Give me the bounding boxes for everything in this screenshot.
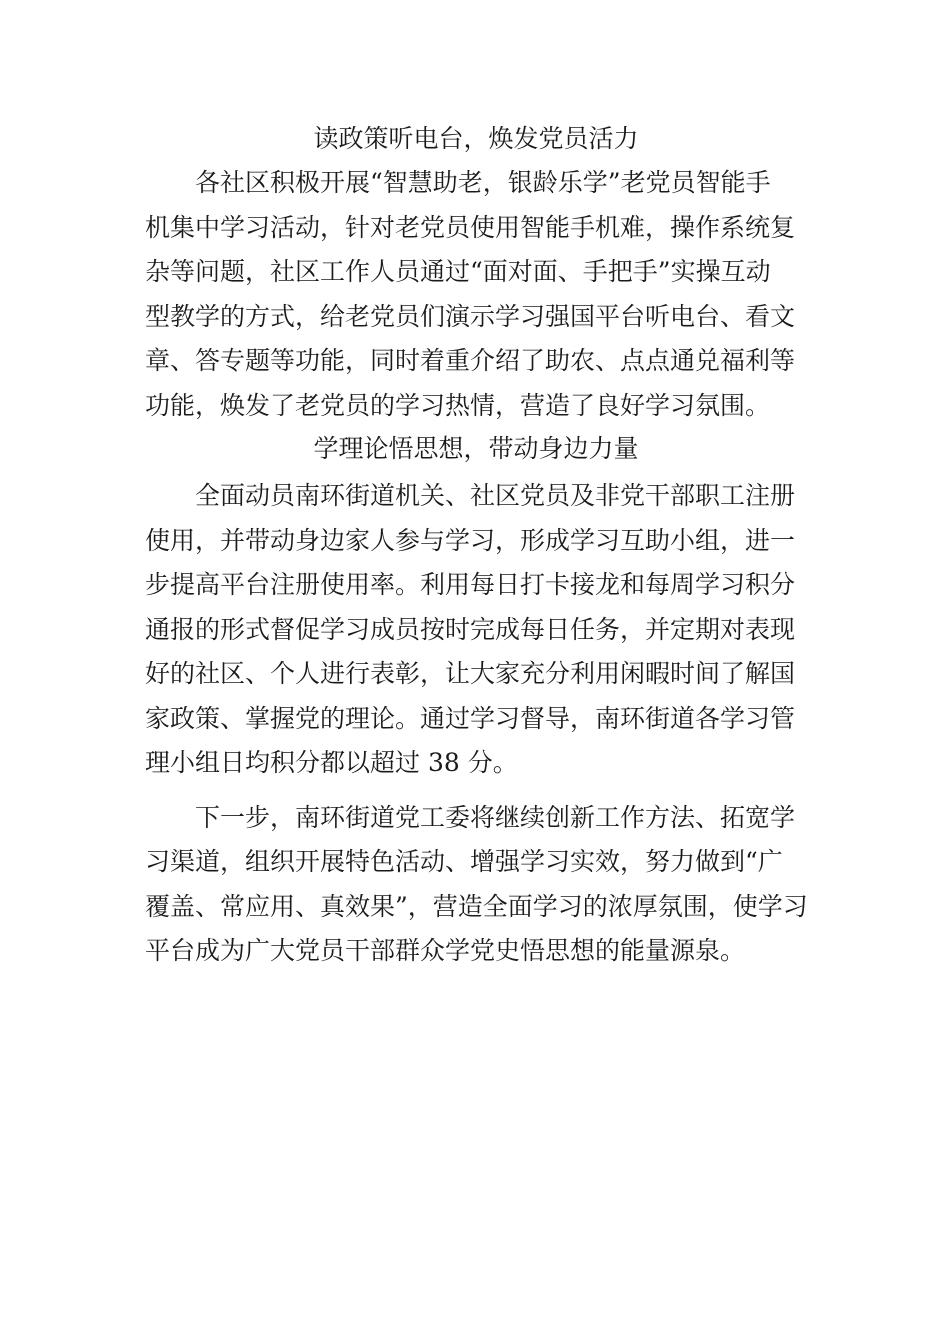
paragraph-line: 使用，并带动身边家人参与学习，形成学习互助小组，进一 <box>145 525 796 555</box>
paragraph-line: 平台成为广大党员干部群众学党史悟思想的能量源泉。 <box>145 936 746 965</box>
section-heading-2: 学理论悟思想，带动身边力量 <box>313 434 639 463</box>
paragraph-line: 下一步，南环街道党工委将继续创新工作方法、拓宽学 <box>195 802 796 832</box>
document-body <box>145 120 807 974</box>
section-heading-1: 读政策听电台，焕发党员活力 <box>313 124 639 153</box>
paragraph-line: 杂等问题，社区工作人员通过“面对面、手把手”实操互动 <box>145 257 771 286</box>
paragraph-line: 通报的形式督促学习成员按时完成每日任务，并定期对表现 <box>145 614 796 644</box>
paragraph-line: 功能，焕发了老党员的学习热情，营造了良好学习氛围。 <box>145 390 771 420</box>
paragraph-line: 步提高平台注册使用率。利用每日打卡接龙和每周学习积分 <box>145 570 796 599</box>
paragraph-line: 习渠道，组织开展特色活动、增强学习实效，努力做到“广 <box>145 847 783 876</box>
paragraph-line: 理小组日均积分都以超过 38 分。 <box>145 748 518 777</box>
paragraph-line: 型教学的方式，给老党员们演示学习强国平台听电台、看文 <box>145 301 796 331</box>
paragraph-line: 覆盖、常应用、真效果”，营造全面学习的浓厚氛围，使学习 <box>145 891 808 921</box>
paragraph-line: 好的社区、个人进行表彰，让大家充分利用闲暇时间了解国 <box>145 659 796 688</box>
paragraph-1 <box>145 161 807 428</box>
paragraph-2 <box>145 474 807 786</box>
paragraph-line: 家政策、掌握党的理论。通过学习督导，南环街道各学习管 <box>145 703 796 733</box>
paragraph-line: 章、答专题等功能，同时着重介绍了助农、点点通兑福利等 <box>145 346 796 375</box>
paragraph-line: 全面动员南环街道机关、社区党员及非党干部职工注册 <box>195 481 796 510</box>
paragraph-line: 机集中学习活动，针对老党员使用智能手机难，操作系统复 <box>145 212 796 242</box>
paragraph-3 <box>145 796 807 974</box>
paragraph-line: 各社区积极开展“智慧助老，银龄乐学”老党员智能手 <box>195 168 771 197</box>
